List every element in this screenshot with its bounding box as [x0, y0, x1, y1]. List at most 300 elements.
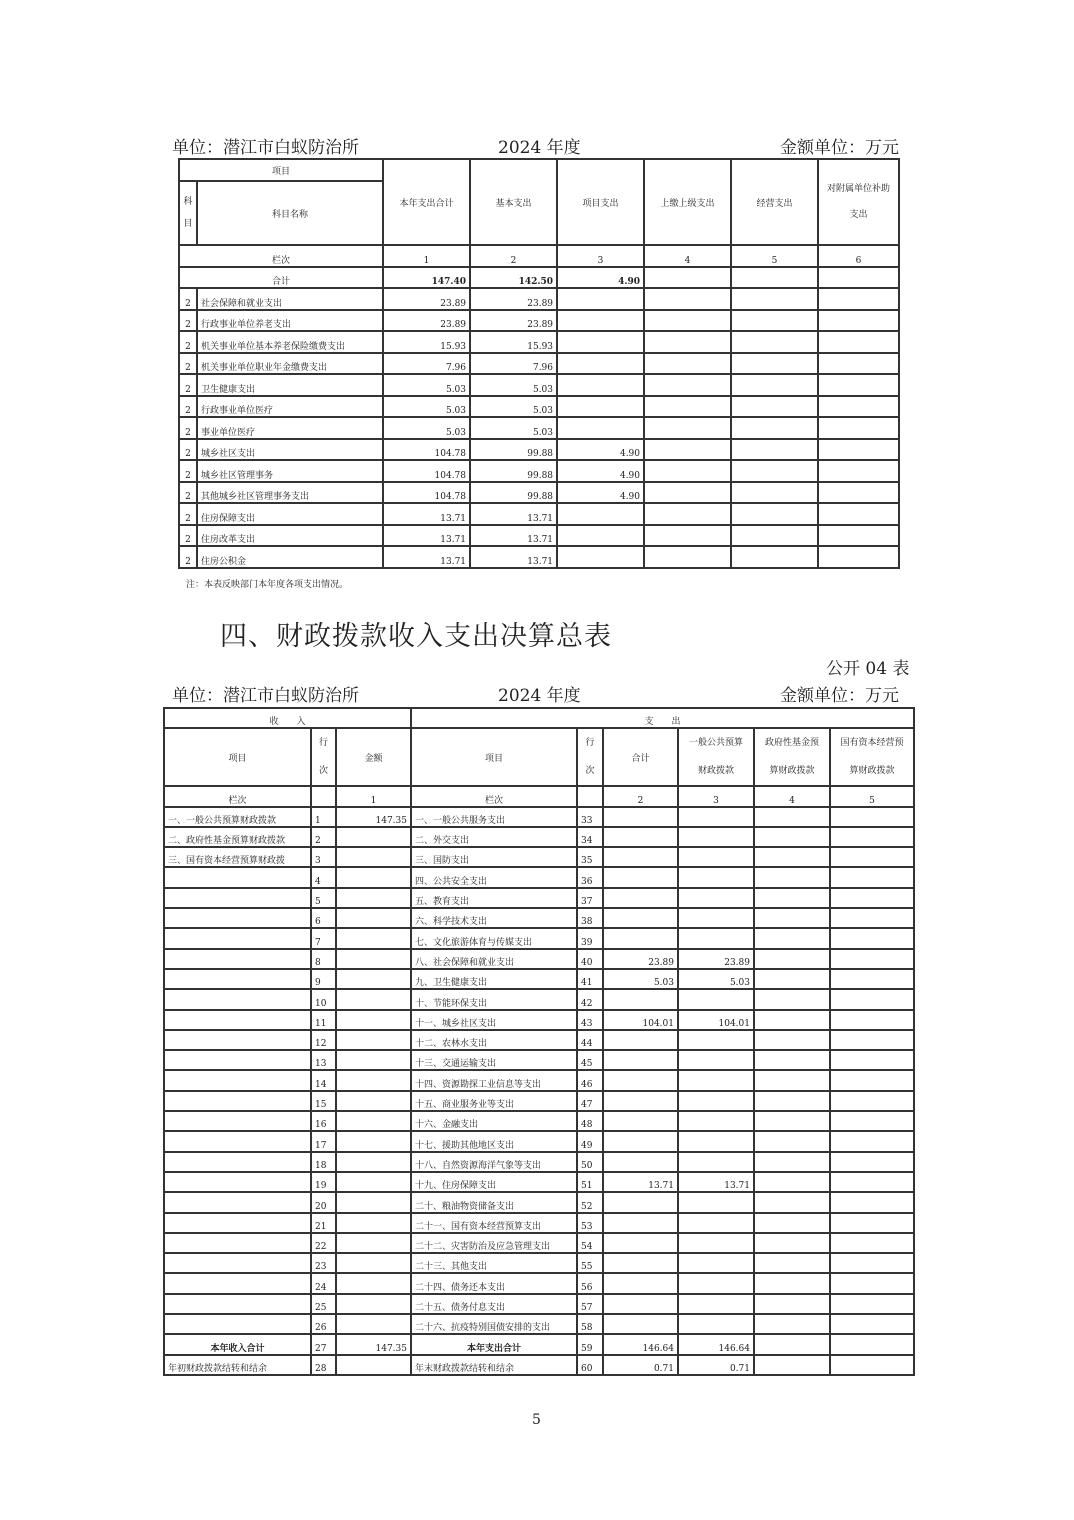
income-item: [164, 1030, 311, 1050]
total-value: [731, 267, 818, 289]
income-item: [164, 1273, 311, 1293]
income-line: 28: [311, 1355, 336, 1375]
value-cell: [731, 525, 818, 547]
expense-capital: [830, 1192, 914, 1212]
income-item: [164, 1070, 311, 1090]
income-amount: [336, 1010, 411, 1030]
table-row: [179, 460, 899, 482]
income-item: [164, 1131, 311, 1151]
expense-total: [603, 1091, 678, 1111]
income-item: [164, 969, 311, 989]
value-cell: 23.89: [470, 288, 557, 310]
expense-capital: [830, 1334, 914, 1354]
income-amount: [336, 1091, 411, 1111]
income-item: [164, 1253, 311, 1273]
expense-fund: [754, 1070, 830, 1090]
col-index: 6: [818, 245, 899, 267]
income-line: 27: [311, 1334, 336, 1354]
table-row: [164, 888, 914, 908]
level-cell: 2: [179, 482, 197, 504]
table-row: [164, 867, 914, 887]
index-label: 栏次: [411, 786, 577, 806]
expense-total: [603, 928, 678, 948]
expense-fund: [754, 847, 830, 867]
income-header: 收 入: [164, 708, 411, 728]
income-amount: [336, 888, 411, 908]
subject-name: 机关事业单位基本养老保险缴费支出: [197, 331, 383, 353]
table-row: [164, 1355, 914, 1375]
income-amount: [336, 1233, 411, 1253]
value-cell: [557, 374, 644, 396]
value-cell: 23.89: [383, 310, 470, 332]
value-cell: [731, 482, 818, 504]
col-header: 本年支出合计: [383, 159, 470, 245]
income-amount: [336, 908, 411, 928]
income-item: [164, 1111, 311, 1131]
expense-general: [678, 989, 754, 1009]
value-cell: 13.71: [470, 503, 557, 525]
expense-item: 十七、援助其他地区支出: [411, 1131, 577, 1151]
income-item: [164, 908, 311, 928]
expense-capital: [830, 969, 914, 989]
expense-capital: [830, 1070, 914, 1090]
value-cell: [644, 310, 731, 332]
table-row: [179, 374, 899, 396]
col-index: 3: [557, 245, 644, 267]
year-label: 2024 年度: [498, 138, 581, 158]
expense-capital: [830, 1131, 914, 1151]
expense-general: [678, 867, 754, 887]
expense-total: [603, 1131, 678, 1151]
table-row: [164, 1213, 914, 1233]
expense-line: 55: [577, 1253, 603, 1273]
value-cell: [731, 331, 818, 353]
income-amount-header: 金额: [336, 728, 411, 786]
expense-total: [603, 989, 678, 1009]
table-row: [164, 1111, 914, 1131]
expense-general: [678, 1192, 754, 1212]
level-cell: 2: [179, 310, 197, 332]
subject-name: 其他城乡社区管理事务支出: [197, 482, 383, 504]
expense-total: 23.89: [603, 949, 678, 969]
income-item: [164, 1152, 311, 1172]
value-cell: 13.71: [383, 525, 470, 547]
expense-capital: [830, 1294, 914, 1314]
expense-fund: [754, 928, 830, 948]
expense-capital: [830, 1213, 914, 1233]
expense-item: 本年支出合计: [411, 1334, 577, 1354]
expense-general: [678, 1253, 754, 1273]
expense-fund: [754, 1233, 830, 1253]
income-line: 5: [311, 888, 336, 908]
value-cell: [731, 374, 818, 396]
expense-item: 二十五、债务付息支出: [411, 1294, 577, 1314]
expense-general: 0.71: [678, 1355, 754, 1375]
col-header: 基本支出: [470, 159, 557, 245]
table-row: [164, 827, 914, 847]
expense-item: 十六、金融支出: [411, 1111, 577, 1131]
value-cell: [557, 546, 644, 568]
value-cell: [644, 353, 731, 375]
income-amount: [336, 989, 411, 1009]
value-cell: [731, 310, 818, 332]
expense-general: [678, 1131, 754, 1151]
expense-line: 51: [577, 1172, 603, 1192]
income-item: [164, 1294, 311, 1314]
income-item: 三、国有资本经营预算财政拨: [164, 847, 311, 867]
expense-line: 59: [577, 1334, 603, 1354]
value-cell: [818, 525, 899, 547]
value-cell: [557, 417, 644, 439]
expense-fund: [754, 989, 830, 1009]
expense-total-header: 合计: [603, 728, 678, 786]
income-line: 16: [311, 1111, 336, 1131]
expense-total: [603, 1233, 678, 1253]
value-cell: [644, 417, 731, 439]
value-cell: 4.90: [557, 460, 644, 482]
income-line: 1: [311, 807, 336, 827]
value-cell: 5.03: [470, 374, 557, 396]
subject-name: 城乡社区管理事务: [197, 460, 383, 482]
income-line: 25: [311, 1294, 336, 1314]
table-row: [164, 1070, 914, 1090]
expense-line: 52: [577, 1192, 603, 1212]
value-cell: 99.88: [470, 460, 557, 482]
expense-general: 23.89: [678, 949, 754, 969]
expense-item: 十九、住房保障支出: [411, 1172, 577, 1192]
head-subject-code: 科目: [179, 181, 197, 245]
value-cell: 5.03: [383, 396, 470, 418]
expense-total: [603, 847, 678, 867]
table-row: [164, 1233, 914, 1253]
currency-label: 金额单位：万元: [780, 138, 899, 158]
income-line: 11: [311, 1010, 336, 1030]
expense-line: 34: [577, 827, 603, 847]
expense-fund: [754, 1152, 830, 1172]
level-cell: 2: [179, 353, 197, 375]
subject-name: 行政事业单位医疗: [197, 396, 383, 418]
expense-fund: [754, 1334, 830, 1354]
subject-name: 行政事业单位养老支出: [197, 310, 383, 332]
income-line: 20: [311, 1192, 336, 1212]
expense-line: 33: [577, 807, 603, 827]
expense-line: 60: [577, 1355, 603, 1375]
expense-capital: [830, 1172, 914, 1192]
value-cell: [644, 503, 731, 525]
value-cell: 4.90: [557, 439, 644, 461]
value-cell: 104.78: [383, 439, 470, 461]
expense-line: 42: [577, 989, 603, 1009]
value-cell: 99.88: [470, 482, 557, 504]
income-line: 26: [311, 1314, 336, 1334]
value-cell: [731, 353, 818, 375]
col-header: 上缴上级支出: [644, 159, 731, 245]
expense-capital: [830, 1091, 914, 1111]
total-label: 合计: [179, 267, 383, 289]
expense-general: [678, 1050, 754, 1070]
expense-item: 四、公共安全支出: [411, 867, 577, 887]
col-index-label: 栏次: [179, 245, 383, 267]
expense-fund: [754, 1050, 830, 1070]
expense-capital: [830, 1273, 914, 1293]
expense-item: 二十四、债务还本支出: [411, 1273, 577, 1293]
income-item: [164, 1050, 311, 1070]
page-number: 5: [532, 1412, 541, 1428]
expense-capital: [830, 928, 914, 948]
income-item: [164, 1233, 311, 1253]
value-cell: [818, 546, 899, 568]
expense-item: 二十三、其他支出: [411, 1253, 577, 1273]
total-value: [818, 267, 899, 289]
value-cell: [818, 482, 899, 504]
expense-capital: [830, 1010, 914, 1030]
total-value: 142.50: [470, 267, 557, 289]
expense-total: [603, 1030, 678, 1050]
table-row: [164, 1010, 914, 1030]
level-cell: 2: [179, 503, 197, 525]
income-item: [164, 949, 311, 969]
value-cell: 7.96: [383, 353, 470, 375]
table-row: [164, 949, 914, 969]
expense-line: 46: [577, 1070, 603, 1090]
value-cell: 104.78: [383, 460, 470, 482]
total-value: 147.40: [383, 267, 470, 289]
value-cell: [644, 525, 731, 547]
income-item: [164, 1010, 311, 1030]
expense-general: [678, 1152, 754, 1172]
expense-line: 35: [577, 847, 603, 867]
level-cell: 2: [179, 331, 197, 353]
table-row: [164, 1314, 914, 1334]
expense-item: 八、社会保障和就业支出: [411, 949, 577, 969]
income-amount: [336, 1172, 411, 1192]
income-line: 24: [311, 1273, 336, 1293]
expense-capital: [830, 989, 914, 1009]
expense-general: [678, 888, 754, 908]
expense-capital: [830, 1233, 914, 1253]
value-cell: [731, 288, 818, 310]
expense-line: 47: [577, 1091, 603, 1111]
income-amount: [336, 867, 411, 887]
expense-fund: [754, 1131, 830, 1151]
expense-item: 九、卫生健康支出: [411, 969, 577, 989]
expense-general: [678, 1314, 754, 1334]
col-index: 4: [644, 245, 731, 267]
expense-item: 一、一般公共服务支出: [411, 807, 577, 827]
value-cell: [731, 439, 818, 461]
expense-fund: [754, 1314, 830, 1334]
value-cell: 15.93: [383, 331, 470, 353]
expense-total: 146.64: [603, 1334, 678, 1354]
income-amount: [336, 1192, 411, 1212]
value-cell: [557, 396, 644, 418]
expense-capital: [830, 807, 914, 827]
subject-name: 住房改革支出: [197, 525, 383, 547]
expense-total: [603, 867, 678, 887]
income-amount: 147.35: [336, 807, 411, 827]
section-title: 四、财政拨款收入支出决算总表: [220, 621, 612, 652]
table-row: [164, 807, 914, 827]
expense-general: 146.64: [678, 1334, 754, 1354]
value-cell: [818, 439, 899, 461]
expense-fund: [754, 908, 830, 928]
table-row: [179, 482, 899, 504]
index-value: 2: [603, 786, 678, 806]
expense-fund: [754, 1253, 830, 1273]
value-cell: [557, 525, 644, 547]
income-item: [164, 1172, 311, 1192]
income-amount: [336, 928, 411, 948]
value-cell: [644, 482, 731, 504]
unit-label: 单位：潜江市白蚁防治所: [172, 686, 359, 706]
income-line: 2: [311, 827, 336, 847]
income-amount: [336, 1253, 411, 1273]
value-cell: [557, 288, 644, 310]
expense-general: 13.71: [678, 1172, 754, 1192]
income-line: 22: [311, 1233, 336, 1253]
value-cell: 5.03: [470, 396, 557, 418]
expense-fund: [754, 1111, 830, 1131]
income-amount: [336, 827, 411, 847]
head-subject-name: 科目名称: [197, 181, 383, 245]
income-amount: 147.35: [336, 1334, 411, 1354]
value-cell: [818, 417, 899, 439]
table-row: [164, 1294, 914, 1314]
expense-item: 二十、粮油物资储备支出: [411, 1192, 577, 1212]
expenditure-table: [178, 158, 900, 569]
income-item-header: 项目: [164, 728, 311, 786]
col-header: 项目支出: [557, 159, 644, 245]
expense-item: 二、外交支出: [411, 827, 577, 847]
expense-general: [678, 1213, 754, 1233]
income-line: 12: [311, 1030, 336, 1050]
table-row: [179, 439, 899, 461]
expense-total: [603, 1111, 678, 1131]
value-cell: [644, 439, 731, 461]
table-row: [179, 396, 899, 418]
expense-capital: [830, 908, 914, 928]
table-row: [164, 1131, 914, 1151]
expense-fund: [754, 1010, 830, 1030]
income-line: 9: [311, 969, 336, 989]
table-row: [164, 969, 914, 989]
income-item: [164, 928, 311, 948]
expense-total: [603, 1152, 678, 1172]
expense-general: [678, 908, 754, 928]
expense-capital: [830, 1111, 914, 1131]
value-cell: [818, 331, 899, 353]
expense-item: 六、科学技术支出: [411, 908, 577, 928]
income-line: 15: [311, 1091, 336, 1111]
expense-general: [678, 1294, 754, 1314]
expense-line-header: 行次: [577, 728, 603, 786]
expense-line: 38: [577, 908, 603, 928]
col-index: 2: [470, 245, 557, 267]
table-row: [179, 503, 899, 525]
value-cell: 23.89: [383, 288, 470, 310]
expense-general: [678, 847, 754, 867]
value-cell: [644, 331, 731, 353]
level-cell: 2: [179, 525, 197, 547]
expense-item: 年末财政拨款结转和结余: [411, 1355, 577, 1375]
expense-capital: [830, 1253, 914, 1273]
income-line: 21: [311, 1213, 336, 1233]
expense-item: 二十二、灾害防治及应急管理支出: [411, 1233, 577, 1253]
table-row: [164, 1192, 914, 1212]
expense-capital-header: 国有资本经营预算财政拨款: [830, 728, 914, 786]
level-cell: 2: [179, 288, 197, 310]
subject-name: 卫生健康支出: [197, 374, 383, 396]
index-value: 3: [678, 786, 754, 806]
expense-line: 43: [577, 1010, 603, 1030]
value-cell: 13.71: [470, 546, 557, 568]
table-row: [164, 1172, 914, 1192]
value-cell: [731, 546, 818, 568]
expense-capital: [830, 867, 914, 887]
expense-fund: [754, 1273, 830, 1293]
income-line: 18: [311, 1152, 336, 1172]
table-row: [164, 1050, 914, 1070]
expense-line: 44: [577, 1030, 603, 1050]
expense-total: [603, 1294, 678, 1314]
expense-fund: [754, 1192, 830, 1212]
expense-capital: [830, 847, 914, 867]
expense-item: 十一、城乡社区支出: [411, 1010, 577, 1030]
expense-capital: [830, 888, 914, 908]
value-cell: [644, 288, 731, 310]
expense-general: [678, 1091, 754, 1111]
income-line: 10: [311, 989, 336, 1009]
expense-general: [678, 807, 754, 827]
value-cell: [818, 396, 899, 418]
income-amount: [336, 1314, 411, 1334]
income-line: 7: [311, 928, 336, 948]
expense-line: 45: [577, 1050, 603, 1070]
income-item: [164, 1213, 311, 1233]
value-cell: 5.03: [470, 417, 557, 439]
table-row: [179, 331, 899, 353]
value-cell: [644, 396, 731, 418]
income-line: 4: [311, 867, 336, 887]
table-row: [179, 353, 899, 375]
value-cell: 23.89: [470, 310, 557, 332]
value-cell: 99.88: [470, 439, 557, 461]
value-cell: [644, 546, 731, 568]
income-item: 年初财政拨款结转和结余: [164, 1355, 311, 1375]
income-amount: [336, 1050, 411, 1070]
value-cell: [731, 417, 818, 439]
expense-item: 十八、自然资源海洋气象等支出: [411, 1152, 577, 1172]
expense-total: [603, 827, 678, 847]
value-cell: [557, 503, 644, 525]
expense-capital: [830, 1050, 914, 1070]
expense-line: 54: [577, 1233, 603, 1253]
expense-fund: [754, 888, 830, 908]
index-label: 栏次: [164, 786, 311, 806]
income-amount: [336, 1294, 411, 1314]
index-blank: [577, 786, 603, 806]
index-value: 4: [754, 786, 830, 806]
expense-total: [603, 807, 678, 827]
expense-capital: [830, 827, 914, 847]
income-line: 8: [311, 949, 336, 969]
expense-line: 41: [577, 969, 603, 989]
expense-fund: [754, 1091, 830, 1111]
table-row: [179, 417, 899, 439]
expense-item: 五、教育支出: [411, 888, 577, 908]
value-cell: [818, 460, 899, 482]
expense-total: [603, 888, 678, 908]
